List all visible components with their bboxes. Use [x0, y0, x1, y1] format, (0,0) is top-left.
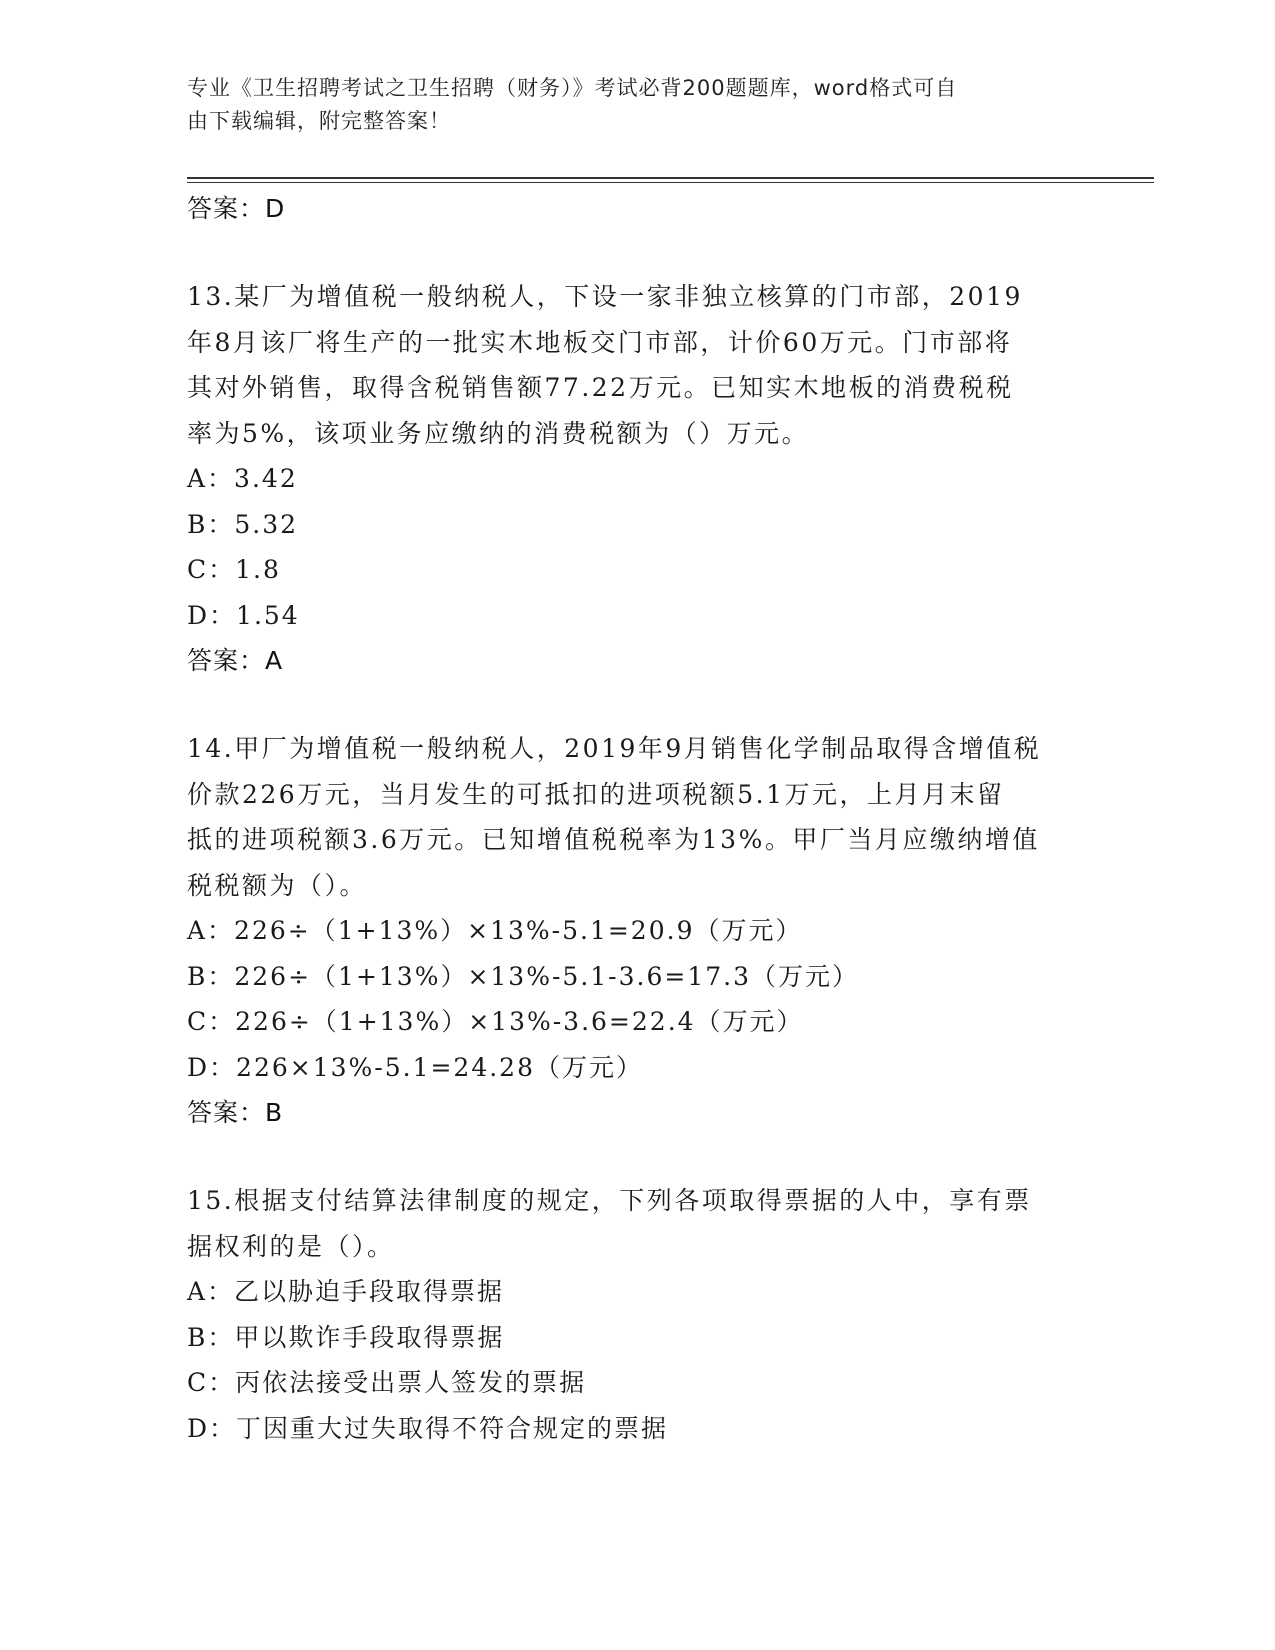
question-line: 税税额为（）。	[187, 870, 368, 900]
option-c: C：丙依法接受出票人签发的票据	[187, 1368, 587, 1397]
question-line: 年8月该厂将生产的一批实木地板交门市部，计价60万元。门市部将	[187, 327, 1013, 357]
question-line: 抵的进项税额3.6万元。已知增值税税率为13%。甲厂当月应缴纳增值	[187, 825, 1040, 854]
document-header	[187, 72, 1067, 138]
option-a: A：226÷（1+13%）×13%-5.1=20.9（万元）	[187, 916, 803, 945]
question-line: 据权利的是（）。	[187, 1231, 395, 1261]
option-b: B：甲以欺诈手段取得票据	[187, 1322, 505, 1352]
question-line: 14.甲厂为增值税一般纳税人，2019年9月销售化学制品取得含增值税	[187, 734, 1042, 763]
question-line: 13.某厂为增值税一般纳税人，下设一家非独立核算的门市部，2019	[187, 282, 1023, 311]
option-a: A：3.42	[187, 464, 298, 493]
document-body	[187, 186, 1087, 1451]
question-line: 价款226万元，当月发生的可抵扣的进项税额5.1万元，上月月末留	[187, 779, 1005, 809]
option-d: D：丁因重大过失取得不符合规定的票据	[187, 1413, 669, 1443]
option-d: D：226×13%-5.1=24.28（万元）	[187, 1052, 643, 1082]
header-line-1: 专业《卫生招聘考试之卫生招聘（财务）》考试必背200题题库，word格式可自	[187, 76, 958, 100]
question-14	[187, 726, 1087, 1136]
answer-14: 答案：B	[187, 1098, 284, 1127]
spacer	[187, 1136, 1087, 1178]
header-divider	[187, 177, 1154, 179]
spacer	[187, 232, 1087, 274]
header-divider-thin	[187, 182, 1154, 183]
option-c: C：226÷（1+13%）×13%-3.6=22.4（万元）	[187, 1007, 804, 1036]
answer-13: 答案：A	[187, 646, 284, 675]
spacer	[187, 684, 1087, 726]
previous-answer: 答案：D	[187, 194, 286, 223]
question-line: 率为5%，该项业务应缴纳的消费税额为（）万元。	[187, 418, 810, 448]
option-a: A：乙以胁迫手段取得票据	[187, 1277, 505, 1306]
option-d: D：1.54	[187, 600, 300, 630]
question-13	[187, 274, 1087, 684]
option-c: C：1.8	[187, 555, 281, 584]
header-line-2: 由下载编辑，附完整答案！	[187, 109, 451, 133]
option-b: B：5.32	[187, 509, 299, 539]
question-line: 其对外销售，取得含税销售额77.22万元。已知实木地板的消费税税	[187, 373, 1014, 402]
option-b: B：226÷（1+13%）×13%-5.1-3.6=17.3（万元）	[187, 961, 859, 991]
question-line: 15.根据支付结算法律制度的规定，下列各项取得票据的人中，享有票	[187, 1186, 1032, 1215]
question-15	[187, 1178, 1087, 1451]
